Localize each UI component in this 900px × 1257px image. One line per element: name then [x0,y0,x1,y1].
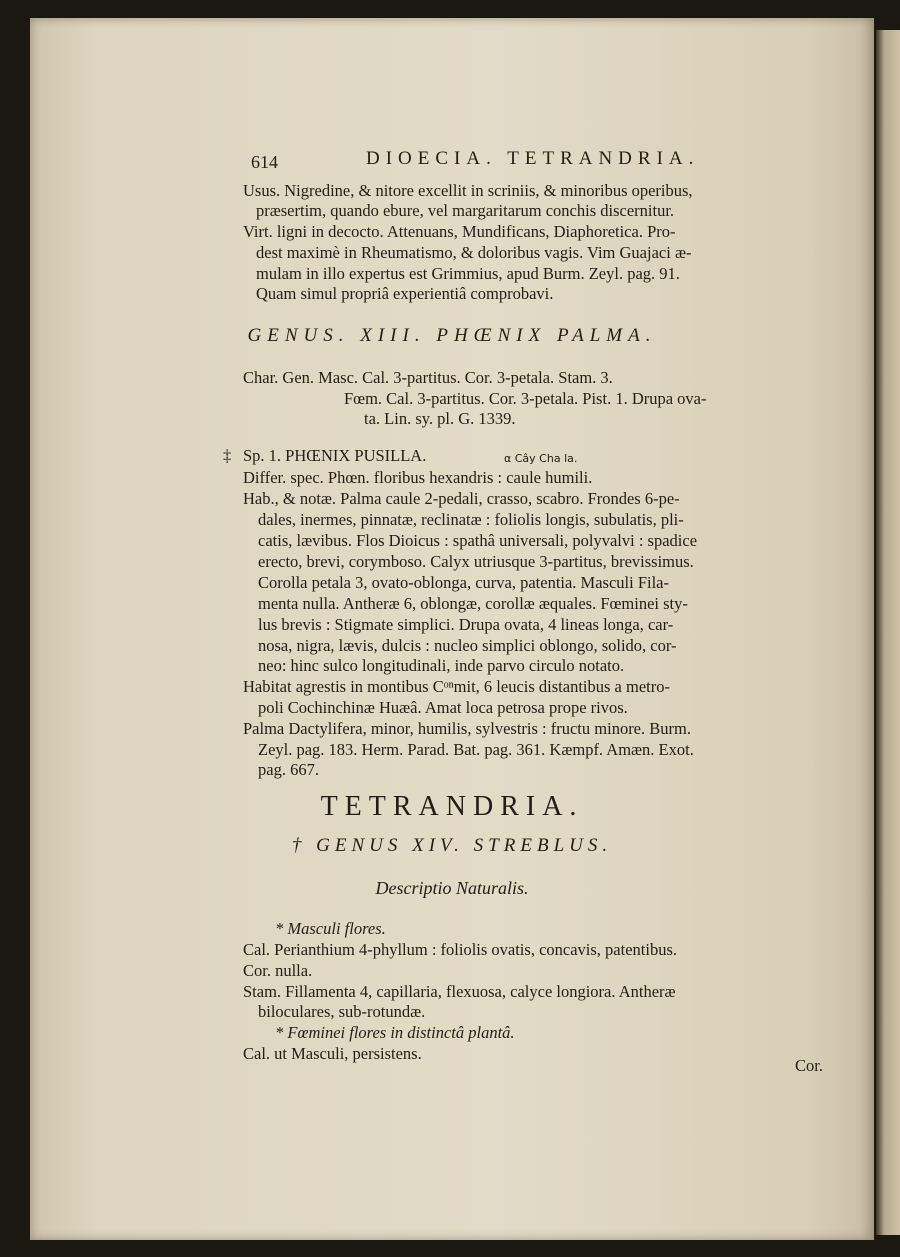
species-text-line: Corolla petala 3, ovato-oblonga, curva, patentia. Masculi Fila- [258,573,670,592]
species-marker: ‡ [223,446,232,465]
genus-xiv-heading: † GENUS XIV. STREBLUS. [291,835,613,856]
species-text-line: dales, inermes, pinnatæ, reclinatæ : foliolis longis, subulatis, pli- [258,510,684,529]
species-text-line: pag. 667. [258,760,319,779]
species-text-line: menta nulla. Antheræ 6, oblongæ, corollæ æquales. Fœminei sty- [258,594,688,613]
character-line: Fœm. Cal. 3-partitus. Cor. 3-petala. Pist. 1. Drupa ova- [344,389,707,408]
species-annotation: α Cây Cha la. [504,452,578,465]
species-text-line: Zeyl. pag. 183. Herm. Parad. Bat. pag. 361. Kæmpf. Amæn. Exot. [258,740,694,759]
flower-text-line: Stam. Fillamenta 4, capillaria, flexuosa, calyce longiora. Antheræ [243,982,676,1001]
masculi-flores-heading: * Masculi flores. [275,919,386,938]
page-number: 614 [251,152,278,172]
species-text-line: lus brevis : Stigmate simplici. Drupa ovata, 4 lineas longa, car- [258,615,674,634]
book-page [30,18,874,1240]
flower-text-line: biloculares, sub-rotundæ. [258,1002,426,1021]
species-text-line: Palma Dactylifera, minor, humilis, sylvestris : fructu minore. Burm. [243,719,691,738]
flower-text-line: Cal. ut Masculi, persistens. [243,1044,422,1063]
text-line: mulam in illo expertus est Grimmius, apud Burm. Zeyl. pag. 91. [256,264,680,283]
species-text-line: erecto, brevi, corymboso. Calyx utriusque 3-partitus, brevissimus. [258,552,694,571]
genus-xiii-heading: GENUS. XIII. PHŒNIX PALMA. [247,325,657,346]
descriptio-heading: Descriptio Naturalis. [375,878,529,898]
text-line: Quam simul propriâ experientiâ comprobavi. [256,284,554,303]
character-line: ta. Lin. sy. pl. G. 1339. [364,409,516,428]
text-line: dest maximè in Rheumatismo, & doloribus vagis. Vim Guajaci æ- [256,243,692,262]
species-text-line: Differ. spec. Phœn. floribus hexandris : caule humili. [243,468,593,487]
species-text-line: Hab., & notæ. Palma caule 2-pedali, crasso, scabro. Frondes 6-pe- [243,489,680,508]
species-text-line: Habitat agrestis in montibus Cᵒⁿmit, 6 leucis distantibus a metro- [243,677,670,696]
species-text-line: neo: hinc sulco longitudinali, inde parvo circulo notato. [258,656,625,675]
species-text-line: poli Cochinchinæ Huæâ. Amat loca petrosa prope rivos. [258,698,628,717]
flower-text-line: Cor. nulla. [243,961,313,980]
character-line: Char. Gen. Masc. Cal. 3-partitus. Cor. 3-petala. Stam. 3. [243,368,613,387]
text-line: præsertim, quando ebure, vel margaritarum conchis discernitur. [256,201,675,220]
catchword: Cor. [795,1056,823,1075]
text-line: Usus. Nigredine, & nitore excellit in scriniis, & minoribus operibus, [243,181,693,200]
species-text-line: nosa, nigra, lævis, dulcis : nucleo simplici oblongo, solido, cor- [258,636,677,655]
species-text-line: catis, lævibus. Flos Dioicus : spathâ universali, polyvalvi : spadice [258,531,698,550]
flower-text-line: Cal. Perianthium 4-phyllum : foliolis ovatis, concavis, patentibus. [243,940,677,959]
next-page-edge [876,30,900,1235]
tetrandria-heading: TETRANDRIA. [320,791,584,822]
species-line: Sp. 1. PHŒNIX PUSILLA. [243,446,427,465]
running-head: DIOECIA. TETRANDRIA. [366,148,700,169]
feminei-flores-heading: * Fœminei flores in distinctâ plantâ. [275,1023,515,1042]
text-line: Virt. ligni in decocto. Attenuans, Mundificans, Diaphoretica. Pro- [243,222,676,241]
